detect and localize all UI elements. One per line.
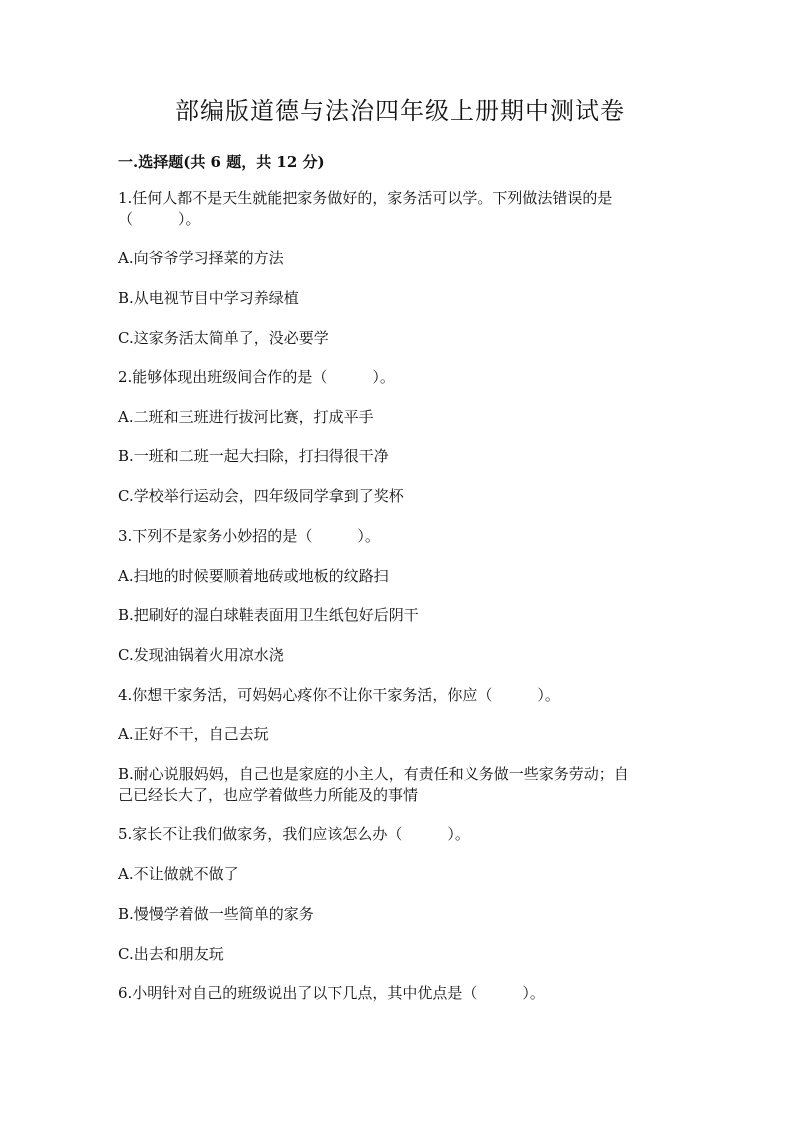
question-4-option-a: A.正好不干，自己去玩 <box>118 725 269 743</box>
question-5-option-b: B.慢慢学着做一些简单的家务 <box>118 905 314 923</box>
question-3-option-b: B.把刷好的湿白球鞋表面用卫生纸包好后阴干 <box>118 606 419 624</box>
question-1-option-a: A.向爷爷学习择菜的方法 <box>118 249 284 267</box>
section-heading: 一.选择题(共 6 题，共 12 分) <box>118 153 325 171</box>
question-3-stem: 3.下列不是家务小妙招的是（ ）。 <box>118 527 380 545</box>
page-title: 部编版道德与法治四年级上册期中测试卷 <box>175 97 625 125</box>
question-3-option-c: C.发现油锅着火用凉水浇 <box>118 646 284 664</box>
question-5-stem: 5.家长不让我们做家务，我们应该怎么办（ ）。 <box>118 825 470 843</box>
question-3-option-a: A.扫地的时候要顺着地砖或地板的纹路扫 <box>118 567 389 585</box>
question-1-option-c: C.这家务活太简单了，没必要学 <box>118 329 329 347</box>
question-2-stem: 2.能够体现出班级间合作的是（ ）。 <box>118 368 395 386</box>
question-1-stem: 1.任何人都不是天生就能把家务做好的，家务活可以学。下列做法错误的是 <box>118 189 613 207</box>
question-4-option-b: B.耐心说服妈妈，自己也是家庭的小主人，有责任和义务做一些家务劳动；自 <box>118 765 629 783</box>
question-6-stem: 6.小明针对自己的班级说出了以下几点，其中优点是（ ）。 <box>118 984 545 1002</box>
question-4-stem: 4.你想干家务活，可妈妈心疼你不让你干家务活，你应（ ）。 <box>118 686 560 704</box>
question-5-option-c: C.出去和朋友玩 <box>118 945 224 963</box>
question-4-option-b-continued: 己已经长大了，也应学着做些力所能及的事情 <box>118 786 419 804</box>
question-1-stem-continued: （ ）。 <box>118 210 201 228</box>
question-2-option-b: B.一班和二班一起大扫除，打扫得很干净 <box>118 447 389 465</box>
question-2-option-a: A.二班和三班进行拔河比赛，打成平手 <box>118 408 374 426</box>
question-1-option-b: B.从电视节目中学习养绿植 <box>118 289 299 307</box>
question-5-option-a: A.不让做就不做了 <box>118 865 239 883</box>
question-2-option-c: C.学校举行运动会，四年级同学拿到了奖杯 <box>118 487 404 505</box>
